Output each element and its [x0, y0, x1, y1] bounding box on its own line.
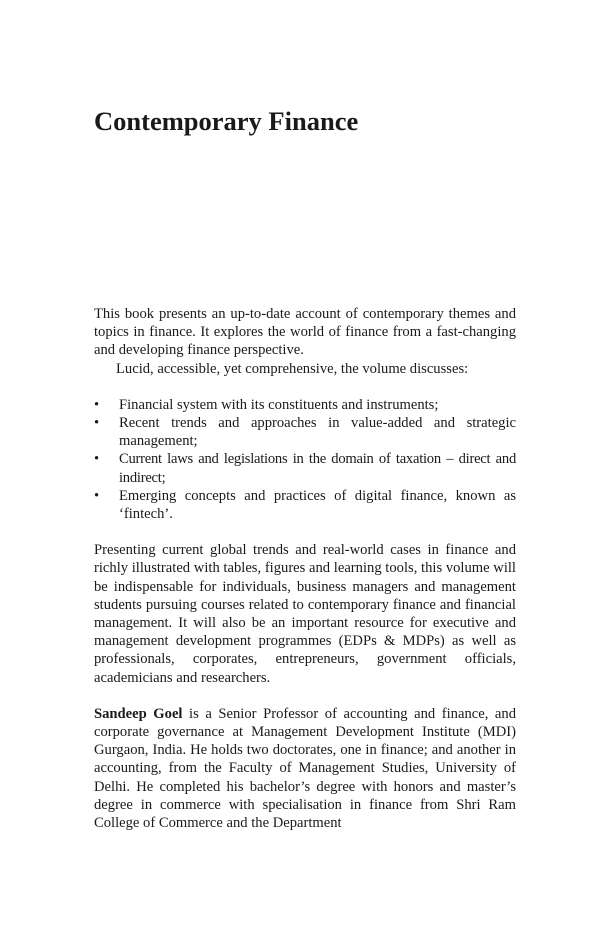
author-name: Sandeep Goel: [94, 705, 183, 722]
book-title: Contemporary Finance: [94, 106, 359, 136]
bullet-marker: •: [94, 451, 99, 468]
list-item-text: Recent trends and approaches in value-added and strategic management;: [119, 415, 516, 450]
bullet-marker: •: [94, 487, 100, 504]
list-item: [94, 396, 516, 414]
topics-list: [94, 396, 516, 523]
list-item: [94, 414, 516, 450]
list-item-text: Current laws and legislations in the domain of taxation – direct and indirect;: [119, 451, 516, 486]
summary-paragraph: Presenting current global trends and real-world cases in finance and richly illustrated with tables, figures and learning tools, this volume will be indispensable for individuals, business managers and management students pursuing courses related to contemporary finance and financial management. It will also be an important resource for executive and management development programmes (EDPs & MDPs) as well as professionals, corporates, entrepreneurs, government officials, academicians and researchers.: [94, 542, 516, 686]
list-item-text: Emerging concepts and practices of digital finance, known as ‘fintech’.: [119, 487, 516, 523]
intro-paragraph: This book presents an up-to-date account of contemporary themes and topics in finance. It explores the world of finance from a fast-changing and developing finance perspective.: [94, 306, 516, 359]
list-item: [94, 450, 516, 486]
author-bio-text: is a Senior Professor of accounting and finance, and corporate governance at Management Development Institute (MDI) Gurgaon, India. He holds two doctorates, one in finance; and another in accounting, from the Faculty of Management Studies, University of Delhi. He completed his bachelor’s degree with honors and master’s degree in commerce with specialisation in finance from Shri Ram College of Commerce and the Department: [94, 705, 516, 832]
back-cover-text: [94, 305, 516, 832]
list-item-text: Financial system with its constituents and instruments;: [119, 396, 439, 413]
intro-lead-in: Lucid, accessible, yet comprehensive, the volume discusses:: [116, 360, 469, 377]
author-bio: [94, 705, 516, 832]
bullet-marker: •: [94, 396, 100, 413]
list-item: [94, 487, 516, 523]
bullet-marker: •: [94, 415, 100, 432]
